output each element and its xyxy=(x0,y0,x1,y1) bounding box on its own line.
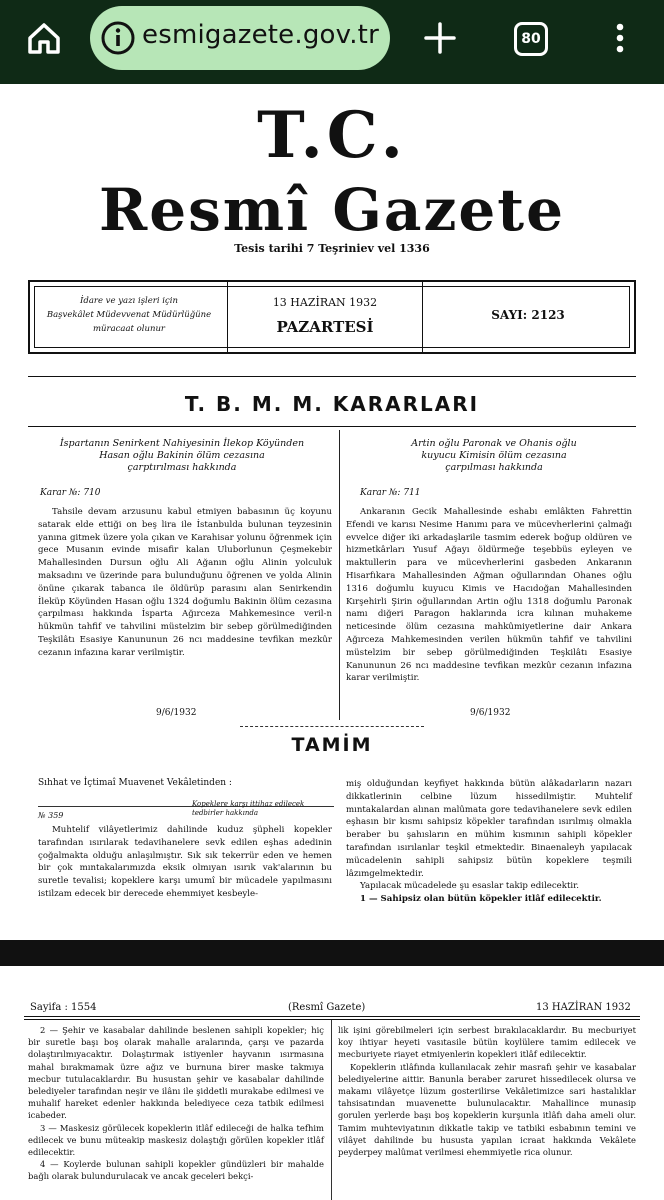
founding-date: Tesis tarihi 7 Teşriniev vel 1336 xyxy=(234,242,430,255)
browser-toolbar xyxy=(0,0,664,84)
divider xyxy=(24,1019,640,1020)
admin-note: İdare ve yazı işleri için Başvekâlet Müdevvenat Müdürlüğüne müracaat olunur xyxy=(46,296,212,334)
tamim-left-body: Muhtelif vilâyetlerimiz dahilinde kuduz şüpheli kopekler tarafından ısırılarak tedavihanelere sevk edilen eşhas adedinin çoğalmakta olduğu anlaşılmıştır. Sık sık tekerrür eden ve hemen bir çok mıntakalarımızda eksik olmıyan ısırık vak'alarının bu suretle tevalisi; kopeklere karşı umumî bir mücadele yapılmasını istilzam edecek bir derecede ehemmiyet kesbeyle- xyxy=(38,825,332,899)
issue-info-box xyxy=(28,280,636,354)
gazette-page-2 xyxy=(0,966,664,1200)
section-heading-tamim: TAMİM xyxy=(291,734,373,756)
new-tab-icon[interactable] xyxy=(420,18,460,58)
gazette-page-1 xyxy=(0,84,664,940)
issue-number: SAYI: 2123 xyxy=(491,308,565,322)
divider xyxy=(24,1016,640,1017)
page2-left-body: 2 — Şehir ve kasabalar dahilinde beslenen sahipli kopekler; hiç bir suretle başı boş olarak mahalle aralarında, çarşı ve pazarda dolaştırılmıyacaktır. Dolaştırmak istiyenler hayvanın ısırmasına mahal bırakmamak üzre ağız ve burnuna birer maske takmıya mecbur tutulacaklardır. Bu husustan şehir ve kasabalar dahilinde belediyeler tarafından neşir ve ilânı ile şiddetli murakabe edilmesi ve muhalif hareket edenler hakkında belediyece ceza tatbik edilmesi icabeder. 3 — Maskesiz görülecek kopeklerin itlâf edileceği de halka tefhim edilecek ve bunu müteakip maskesiz dolaştığı görülen kopekler itlâf edilecektir. 4 — Koylerde bulunan sahipli kopekler gündüzleri bir mahalde bağlı olarak bulundurulacak ve ancak geceleri bekçi- xyxy=(28,1025,324,1182)
left-karar-number: Karar №: 710 xyxy=(40,488,101,498)
tamim-right-body: miş olduğundan keyfiyet hakkında bütün alâkadarların nazarı dikkatlerinin celbine lüzum hissedilmiştir. Muhtelif mıntakalardan alınan malûmata gore tedavihanelere sevk edilen eşhasın bir kısmı sahipsiz köpekler tarafından ısırılmış olmakla beraber bu şahısların en mühim kısmının sahipli köpekler tarafından ısırılanlar teşkil etmektedir. Binaenaleyh yapılacak mücadelenin sahipli sahipsiz bütün kopeklere teşmili lâzımgelmektedir. Yapılacak mücadelede şu esaslar takip edilecektir. 1 — Sahipsiz olan bütün köpekler itlâf edilecektir. xyxy=(346,779,632,905)
left-law-body: Tahsile devam arzusunu kabul etmiyen babasının üç koyunu satarak elde ettiği on beş lira ile İstanbulda bulunan teyzesinin yanına gitmek üzere yola çıkan ve Karahisar yolunu öğrenmek için gece Musanın evinde misafir kalan Uluborlunun Çeşmekebir Mahallesinden Dursun oğlu Ali Ağanın oğlu Alinin yolculuk maksadını ve üzerinde para bulunduğunu öğrenen ve yolda Alinin önüne çıkarak tabanca ile öldürüp parasını alan Senirkendin İleküp Köyünden Hasan oğlu 1324 doğumlu Bakinin ölüm cezasına çarpılması hakkında İsparta Ağırceza Mahkemesince veril-n hükmün tahfif ve tahvilini müstelzim bir sebep görülmediğinden Teşkilâtı Esasiye Kanununun 26 ncı maddesine tevfikan mezkûr cezanın infazına karar verilmiştir. xyxy=(38,507,332,658)
page-date: 13 HAZİRAN 1932 xyxy=(536,1002,631,1013)
column-divider xyxy=(331,1020,332,1200)
issue-day: PAZARTESİ xyxy=(276,318,374,336)
right-law-body: Ankaranın Gecik Mahallesinde eshabı emlâkten Fahrettin Efendi ve karısı Nesime Hanımı para ve mücevherlerini çalmağı evvelce diğer iki arkadaşlarile tasmim ederek boğup oldüren ve hizmetkârları Yusuf Ağayı öldürmeğe teşebbüs eyleyen ve maktullerin para ve mücevherlerini gasbeden Ankaranın Hisarfıkara Mahallesinden Ağman oğullarından Ohanes oğlu 1316 doğumlu kuyucu Kimis ve Hacıdoğan Mahallesinden Kırşehirli Şirin oğullarından Artin oğlu 1318 doğumlu Paronak namı diğeri Paragon haklarında icra kılınan muhakeme neticesinde ölüm cezasına mahkûmiyetlerine dair Ankara Ağırceza Mahkemesinden verilen hükmün tahfif ve tahvilini müstelzim bir sebep görülmediğinden Teşkilâtı Esasiye Kanununun 26 ncı maddesine tevfikan mezkûr cezanın infazına karar verilmiştir. xyxy=(346,507,632,684)
column-divider xyxy=(339,430,340,720)
right-karar-number: Karar №: 711 xyxy=(360,488,421,498)
masthead-title: Resmî Gazete xyxy=(99,176,565,244)
tamim-number: № 359 xyxy=(38,811,64,820)
page-number: Sayifa : 1554 xyxy=(30,1002,97,1013)
section-heading-kararlar: T. B. M. M. KARARLARI xyxy=(184,392,480,416)
masthead-tc: T.C. xyxy=(257,98,407,173)
tamim-subject: Kopeklere karşı ittihaz edilecek tedbirler hakkında xyxy=(192,800,305,817)
divider xyxy=(28,426,636,427)
menu-dots-icon[interactable] xyxy=(610,18,630,58)
tamim-from: Sıhhat ve İçtimaî Muavenet Vekâletinden : xyxy=(38,778,232,788)
tab-switcher-button[interactable]: 80 xyxy=(514,22,548,56)
paper-name: (Resmî Gazete) xyxy=(288,1002,366,1013)
url-text[interactable]: esmigazete.gov.tr xyxy=(142,20,379,50)
divider xyxy=(240,726,424,728)
left-law-title: İspartanın Senirkent Nahiyesinin İlekop Köyünden Hasan oğlu Bakinin ölüm cezasına çarptırılması hakkında xyxy=(59,438,305,473)
home-icon[interactable] xyxy=(24,18,64,58)
page2-right-body: lik işini görebilmeleri için serbest bırakılacaklardır. Bu mecburiyet koy ihtiyar heyeti vasıtasile bütün koylülere tamim edilecek ve mecburiyete riayet etmiyenlerin kopekleri itlâf edilecektir. Kopeklerin ıtlâfında kullanılacak zehir masrafı şehir ve kasabalar belediyelerine aittir. Banunla beraber zaruret hissedilecek olursa ve makamı vilâyetçe lüzum gosterilirse Vekâletimizce sari hastalıklar tahsisatından muavenette bulunulacaktır. Mahallince munasip gorulen yerlerde başı boş kopeklerin kurşunla itlâfı daha ameli olur. Tamim muhteviyatının dikkatle takip ve tatbiki esbabının temini ve vilâyet dahilinde bu hususta yapılan icraat hakkında Vekâlete peyderpey malûmat verilmesi ehemmiyetle rica olunur. xyxy=(338,1025,636,1158)
right-law-title: Artin oğlu Paronak ve Ohanis oğlu kuyucu Kimisin ölüm cezasına çarpılması hakkında xyxy=(411,438,577,473)
issue-date: 13 HAZİRAN 1932 xyxy=(272,296,378,309)
page-separator xyxy=(0,940,664,966)
right-law-date: 9/6/1932 xyxy=(470,708,511,718)
left-law-date: 9/6/1932 xyxy=(156,708,197,718)
divider xyxy=(28,376,636,377)
site-info-icon[interactable] xyxy=(100,20,136,56)
